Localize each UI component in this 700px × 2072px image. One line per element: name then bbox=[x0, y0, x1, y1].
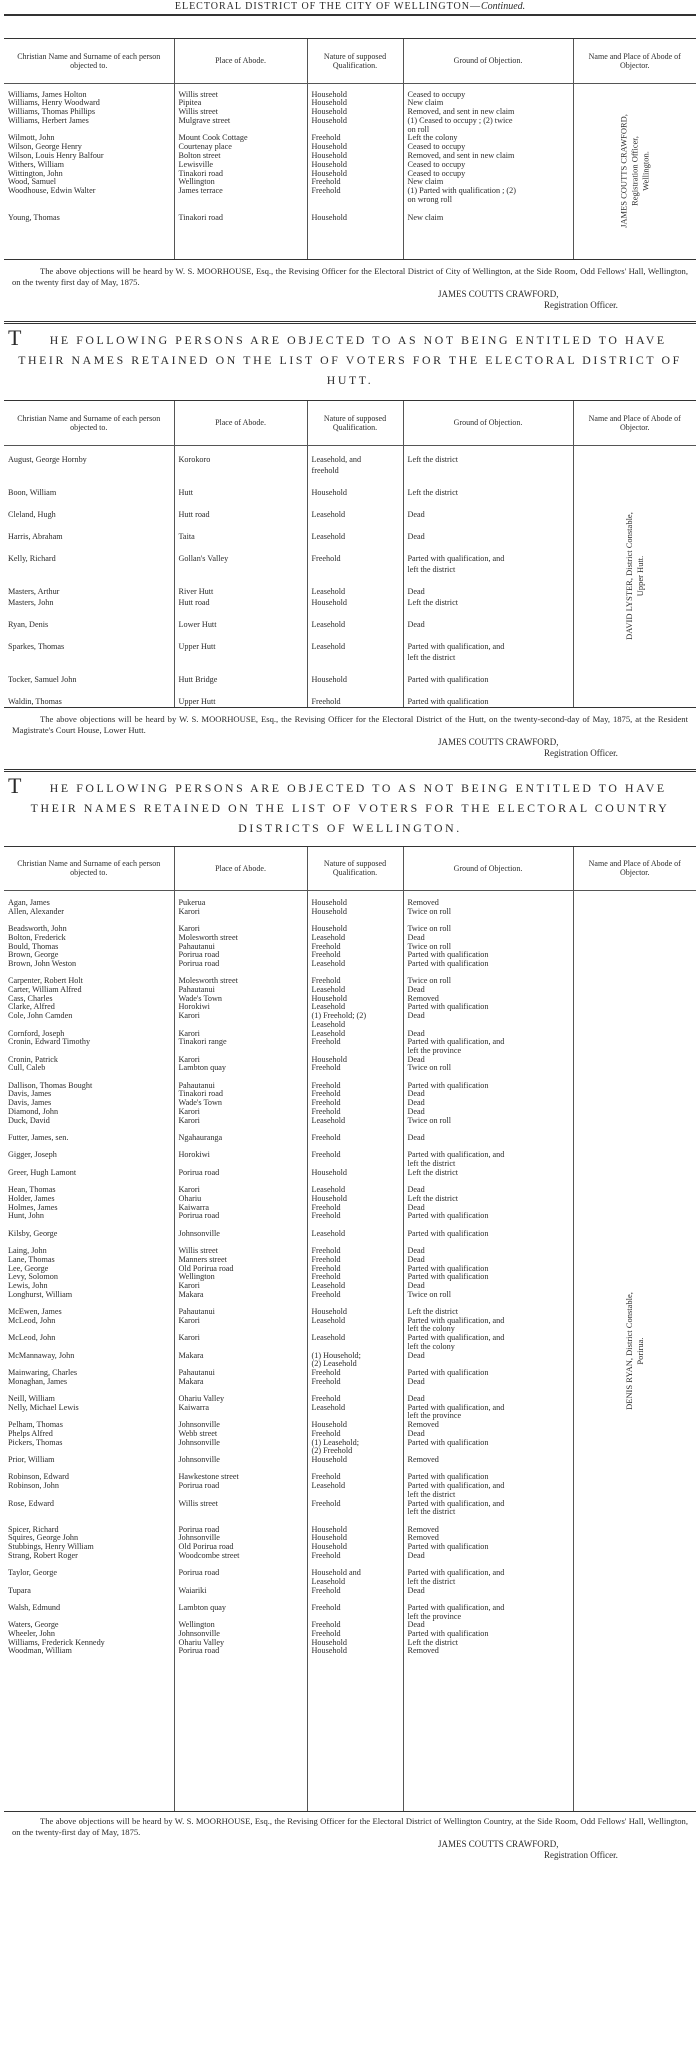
names-column: Agan, James Allen, Alexander Beadsworth, John Bolton, Frederick Bould, Thomas Brown, George Brown, John Weston Carpenter, Robert Holt Carter, William Alfred Cass, Charles Clarke, Alfred Cole, John Camden Cornford, Joseph Cronin, Edward Timothy Cronin, Patrick Cull, Caleb Dallison, Thomas Bought Davis, James Davis, James Diamond, John Duck, David Futter, James, sen. Gigger, Joseph Greer, Hugh Lamont Hean, Thomas Holder, James Holmes, James Hunt, John Kilsby, George Laing, John Lane, Thomas Lee, George Levy, Solomon Lewis, John Longhurst, William McEwen, James McLeod, John McLeod, John McMannaway, John Mainwaring, Charles Monaghan, James Neill, William Nelly, Michael Lewis Pelham, Thomas Phelps Alfred Pickers, Thomas Prior, William Robinson, Edward Robinson, John Rose, Edward Spicer, Richard Squires, George John Stubbings, Henry William Strang, Robert Roger Taylor, George Tupara Walsh, Edmund Waters, George Wheeler, John Williams, Frederick Kennedy Woodman, William bbox=[4, 891, 174, 1811]
qualifications-column: Household Household Household Leasehold Freehold Freehold Leasehold Freehold Leasehold Household Leasehold (1) Freehold; (2) Leasehold Leasehold Freehold Household Freehold Freehold Freehold Freehold Freehold Leasehold Freehold Freehold Household Leasehold Household Freehold Freehold Leasehold Freehold Freehold Freehold Freehold Leasehold Freehold Household Leasehold Leasehold (1) Household; (2) Leasehold Freehold Freehold Freehold Leasehold Household Freehold (1) Leasehold; (2) Freehold Household Freehold Leasehold Freehold Household Household Household Freehold Household and Leasehold Freehold Freehold Freehold Freehold Household Household bbox=[307, 891, 403, 1811]
abodes-column: Willis street Pipitea Willis street Mulgrave street Mount Cook Cottage Courtenay place Bolton street Lewisville Tinakori road Wellington James terrace Tinakori road bbox=[174, 83, 307, 259]
col-header-abode: Place of Abode. bbox=[174, 847, 307, 891]
objector-place: Upper Hutt. bbox=[634, 555, 645, 597]
col-header-ground: Ground of Objection. bbox=[403, 401, 573, 445]
section-title-text: HE FOLLOWING PERSONS ARE OBJECTED TO AS NOT BEING ENTITLED TO HAVE THEIR NAMES RETAINED ON THE LIST OF VOTERS FOR THE ELECTORAL DISTRICT OF HUTT. bbox=[18, 333, 682, 387]
hearing-notice: The above objections will be heard by W. S. MOORHOUSE, Esq., the Revising Officer for the Electoral District of City of Wellington, at the Side Room, Odd Fellows' Hall, Wellington, on the twenty first day of May, 1875. bbox=[12, 266, 688, 287]
continued-label: Continued. bbox=[480, 1, 526, 12]
objector-column bbox=[573, 83, 696, 259]
page-header bbox=[0, 0, 700, 13]
col-header-objector: Name and Place of Abode of Objector. bbox=[573, 39, 696, 83]
col-header-name: Christian Name and Surname of each person objected to. bbox=[4, 39, 174, 83]
objector-name: JAMES COUTTS CRAWFORD, bbox=[618, 114, 629, 229]
section-divider bbox=[4, 769, 696, 772]
col-header-ground: Ground of Objection. bbox=[403, 847, 573, 891]
section-hutt bbox=[0, 325, 700, 759]
header-rule bbox=[4, 14, 696, 16]
col-header-abode: Place of Abode. bbox=[174, 39, 307, 83]
section-divider bbox=[4, 321, 696, 324]
col-header-objector: Name and Place of Abode of Objector. bbox=[573, 401, 696, 445]
abodes-column: Pukerua Karori Karori Molesworth street Pahautanui Porirua road Porirua road Molesworth street Pahautanui Wade's Town Horokiwi Karori Karori Tinakori range Karori Lambton quay Pahautanui Tinakori road Wade's Town Karori Karori Ngahauranga Horokiwi Porirua road Karori Ohariu Kaiwarra Porirua road Johnsonville Willis street Manners street Old Porirua road Wellington Karori Makara Pahautanui Karori Karori Makara Pahautanui Makara Ohariu Valley Kaiwarra Johnsonville Webb street Johnsonville Johnsonville Hawkestone street Porirua road Willis street Porirua road Johnsonville Old Porirua road Woodcombe street Porirua road Waiariki Lambton quay Wellington Johnsonville Ohariu Valley Porirua road bbox=[174, 891, 307, 1811]
objector-place: Wellington. bbox=[640, 151, 651, 192]
grounds-column: Left the district Left the district Dead Dead Parted with qualification, and left the district Dead Left the district Dead Parted with qualification, and left the district Parted with qualification Parted with qualification bbox=[403, 445, 573, 707]
objector-role: Registration Officer, bbox=[629, 136, 640, 207]
col-header-ground: Ground of Objection. bbox=[403, 39, 573, 83]
objector-name: DENIS RYAN, District Constable, bbox=[623, 1291, 634, 1410]
abodes-column: Korokoro Hutt Hutt road Taita Gollan's Valley River Hutt Hutt road Lower Hutt Upper Hutt Hutt Bridge Upper Hutt bbox=[174, 445, 307, 707]
section-title-text: HE FOLLOWING PERSONS ARE OBJECTED TO AS NOT BEING ENTITLED TO HAVE THEIR NAMES RETAINED ON THE LIST OF VOTERS FOR THE ELECTORAL COUNTRY DISTRICTS OF WELLINGTON. bbox=[30, 780, 670, 835]
signer-title: Registration Officer. bbox=[544, 300, 618, 310]
hearing-notice: The above objections will be heard by W. S. MOORHOUSE, Esq., the Revising Officer for the Electoral District of Wellington Country, at the Side Room, Odd Fellows' Hall, Wellington, on the twenty-first day of May, 1875. bbox=[12, 1815, 688, 1837]
signer-name: JAMES COUTTS CRAWFORD, bbox=[438, 736, 559, 747]
hearing-notice: The above objections will be heard by W. S. MOORHOUSE, Esq., the Revising Officer for the Electoral District of the Hutt, on the twenty-second-day of May, 1875, at the Resident Magistrate's Court House, Lower Hutt. bbox=[12, 713, 688, 735]
col-header-qualification: Nature of supposed Qualification. bbox=[307, 847, 403, 891]
objections-table bbox=[4, 847, 696, 1811]
grounds-column: Removed Twice on roll Twice on roll Dead Twice on roll Parted with qualification Parted with qualification Twice on roll Dead Removed Parted with qualification Dead Dead Parted with qualification, and left the province Dead Twice on roll Parted with qualification Dead Dead Dead Twice on roll Dead Parted with qualification, and left the district Left the district Dead Left the district Dead Parted with qualification Parted with qualification Dead Dead Parted with qualification Parted with qualification Dead Twice on roll Left the district Parted with qualification, and left the colony Parted with qualification, and left the colony Dead Parted with qualification Dead Dead Parted with qualification, and left the province Removed Dead Parted with qualification Removed Parted with qualification Parted with qualification, and left the district Parted with qualification, and left the district Removed Removed Parted with qualification Dead Parted with qualification, and left the district Dead Parted with qualification, and left the province Dead Parted with qualification Left the district Removed bbox=[403, 891, 573, 1811]
col-header-objector: Name and Place of Abode of Objector. bbox=[573, 847, 696, 891]
section-city-wellington bbox=[0, 38, 700, 311]
col-header-name: Christian Name and Surname of each person objected to. bbox=[4, 401, 174, 445]
col-header-abode: Place of Abode. bbox=[174, 401, 307, 445]
objections-table bbox=[4, 401, 696, 707]
drop-cap: T bbox=[8, 325, 22, 350]
objector-column bbox=[573, 891, 696, 1811]
table-bottom-rule bbox=[4, 1811, 696, 1812]
col-header-qualification: Nature of supposed Qualification. bbox=[307, 39, 403, 83]
grounds-column: Ceased to occupy New claim Removed, and sent in new claim (1) Ceased to occupy ; (2) twice on roll Left the colony Ceased to occupy Removed, and sent in new claim Ceased to occupy Ceased to occupy New claim (1) Parted with qualification ; (2) on wrong roll New claim bbox=[403, 83, 573, 259]
drop-cap: T bbox=[8, 772, 22, 798]
qualifications-column: Household Household Household Household Freehold Household Household Household Household Freehold Freehold Household bbox=[307, 83, 403, 259]
signer-title: Registration Officer. bbox=[544, 747, 618, 758]
objector-place: Porirua. bbox=[634, 1337, 645, 1365]
signer-title: Registration Officer. bbox=[544, 1849, 618, 1860]
col-header-name: Christian Name and Surname of each person objected to. bbox=[4, 847, 174, 891]
objector-column bbox=[573, 445, 696, 707]
section-title bbox=[8, 325, 692, 394]
section-title bbox=[8, 772, 692, 840]
qualifications-column: Leasehold, and freehold Household Leasehold Leasehold Freehold Leasehold Household Leasehold Leasehold Household Freehold bbox=[307, 445, 403, 707]
section-wellington-country bbox=[0, 772, 700, 1861]
objector-name: DAVID LYSTER, District Constable, bbox=[623, 512, 634, 640]
signer-name: JAMES COUTTS CRAWFORD, bbox=[438, 1838, 559, 1849]
table-bottom-rule bbox=[4, 707, 696, 708]
district-title: ELECTORAL DISTRICT OF THE CITY OF WELLINGTON— bbox=[174, 1, 481, 12]
signer-name: JAMES COUTTS CRAWFORD, bbox=[438, 289, 559, 299]
names-column: August, George Hornby Boon, William Cleland, Hugh Harris, Abraham Kelly, Richard Masters, Arthur Masters, John Ryan, Denis Sparkes, Thomas Tocker, Samuel John Waldin, Thomas bbox=[4, 445, 174, 707]
col-header-qualification: Nature of supposed Qualification. bbox=[307, 401, 403, 445]
objections-table bbox=[4, 39, 696, 259]
table-bottom-rule bbox=[4, 259, 696, 260]
names-column: Williams, James Holton Williams, Henry Woodward Williams, Thomas Phillips Williams, Herbert James Wilmott, John Wilson, George Henry Wilson, Louis Henry Balfour Withers, William Wittington, John Wood, Samuel Woodhouse, Edwin Walter Young, Thomas bbox=[4, 83, 174, 259]
